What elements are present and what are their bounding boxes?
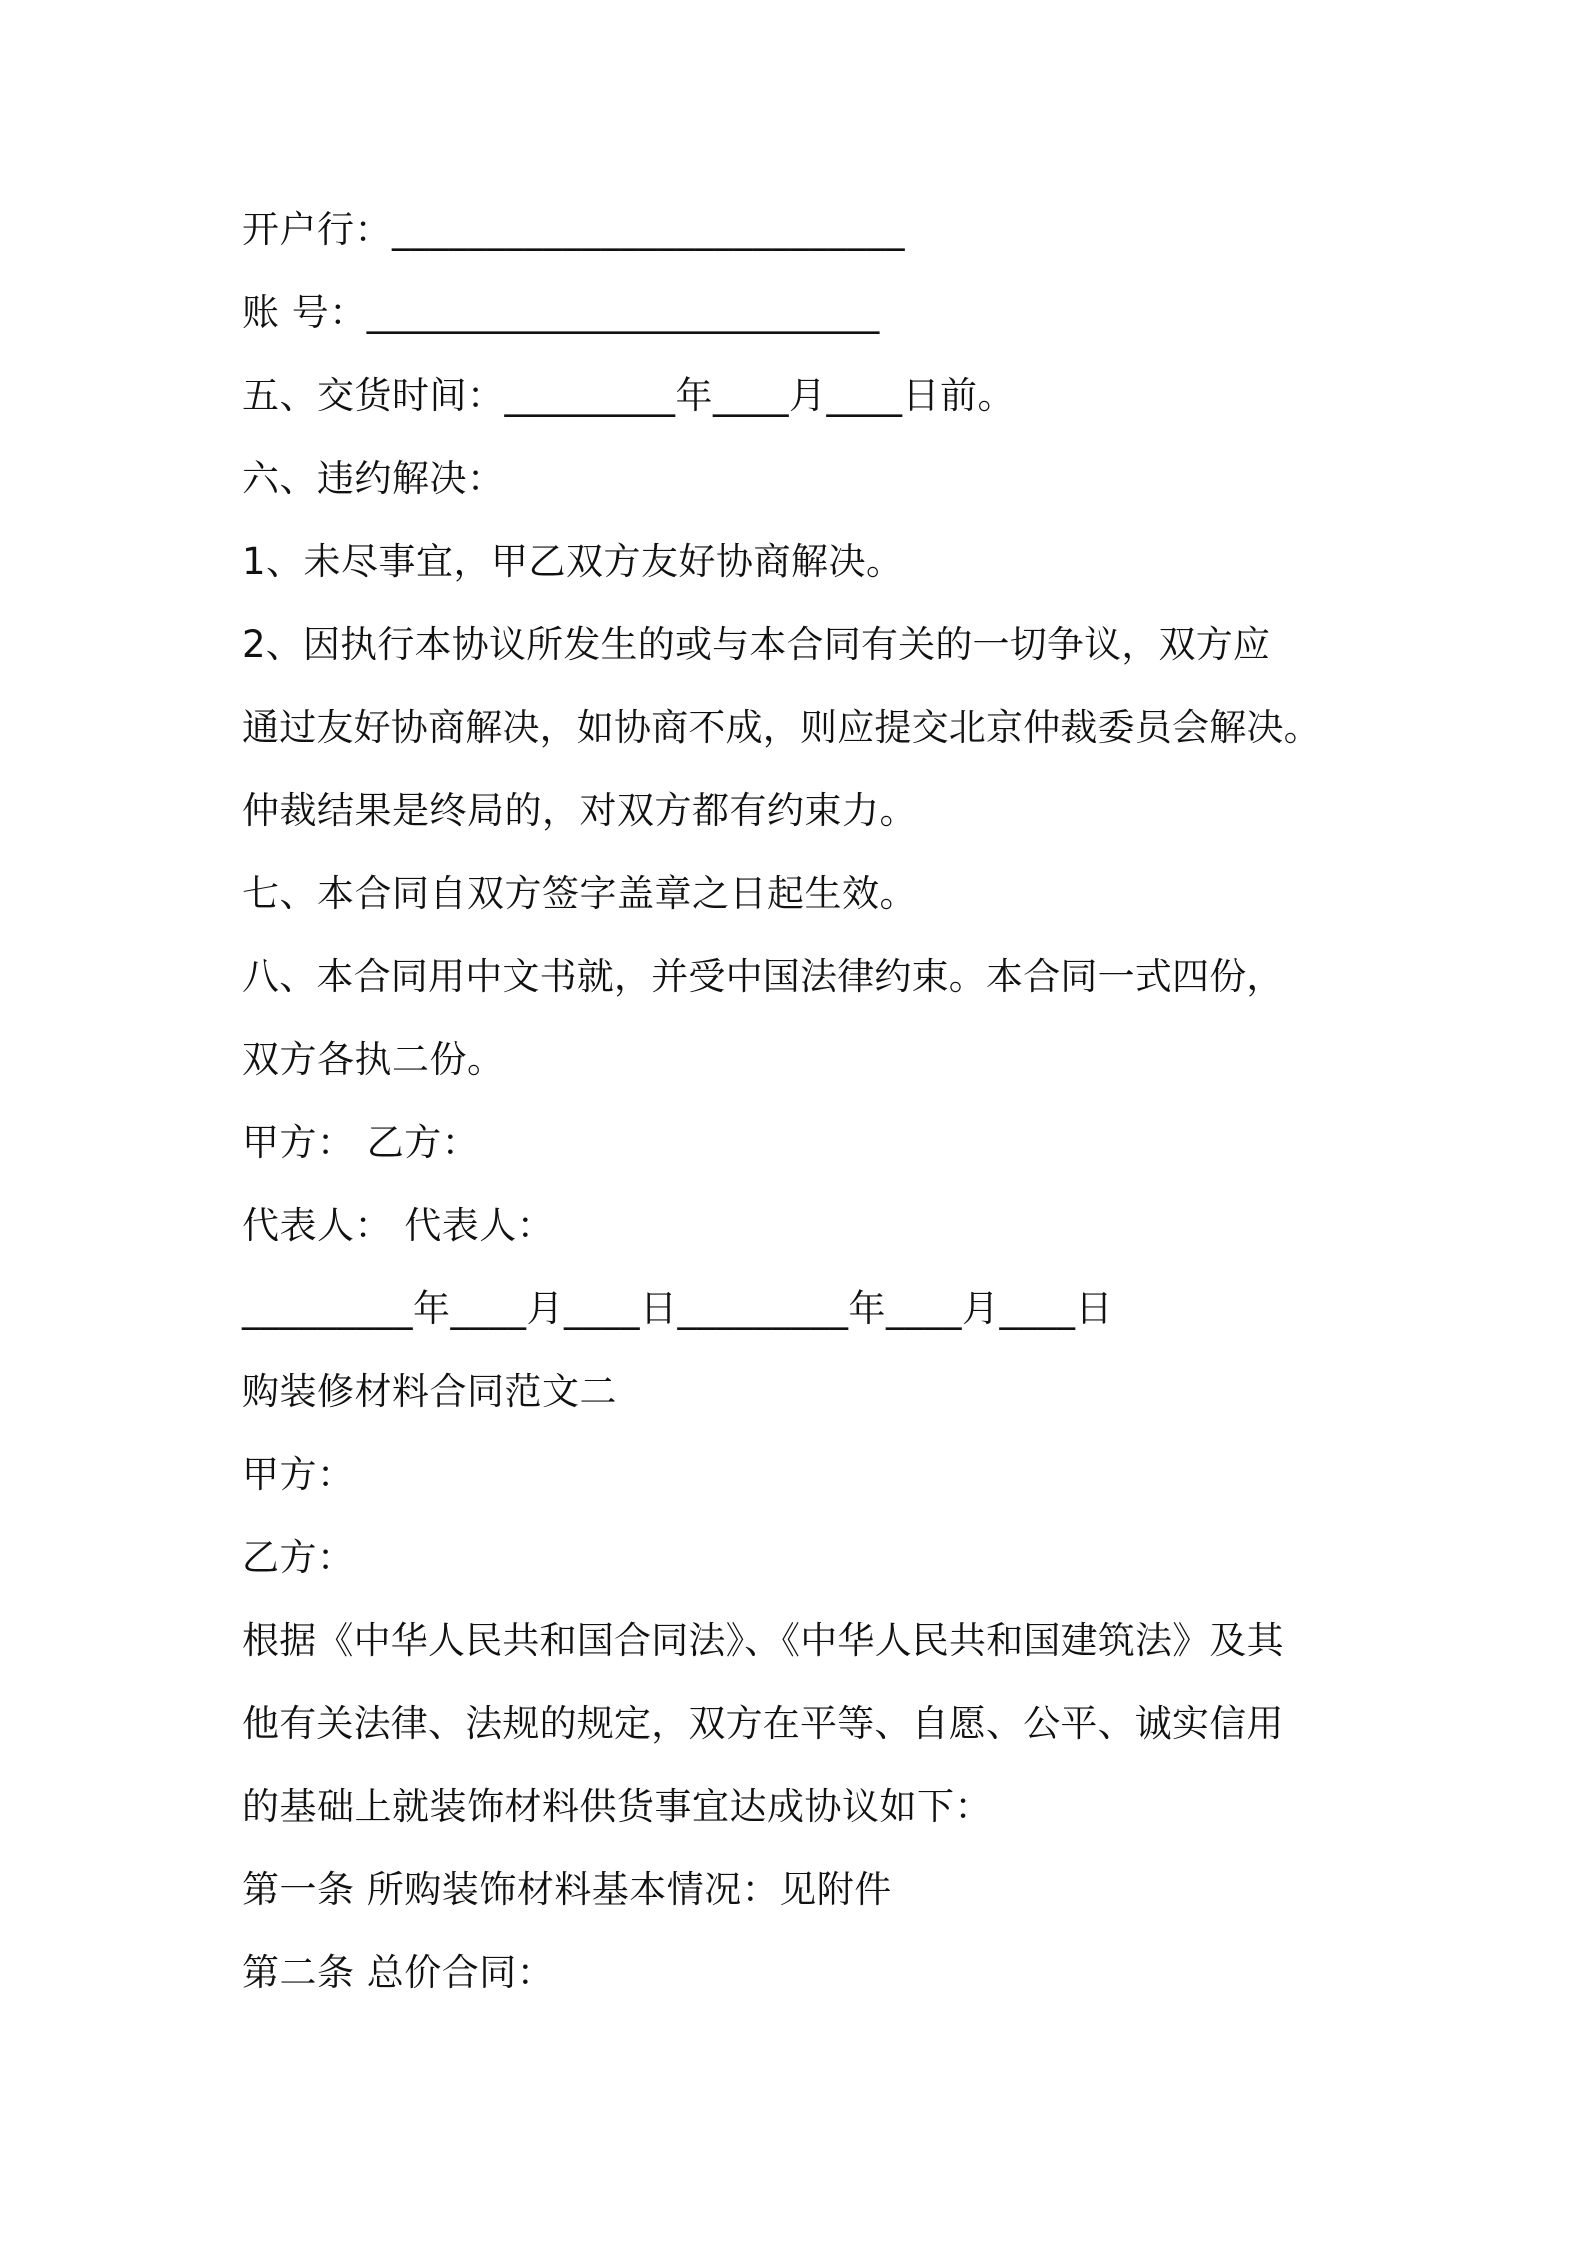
preamble-line-3: 的基础上就装饰材料供货事宜达成协议如下：: [242, 1785, 992, 1828]
section-8-line-2: 双方各执二份。: [242, 1038, 505, 1081]
section-6-item-2-line-1: 2、因执行本协议所发生的或与本合同有关的一切争议，双方应: [242, 623, 1271, 666]
article-2: 第二条 总价合同：: [242, 1951, 555, 1994]
article-1: 第一条 所购装饰材料基本情况：见附件: [242, 1868, 892, 1911]
preamble-line-2: 他有关法律、法规的规定，双方在平等、自愿、公平、诚实信用: [242, 1702, 1284, 1745]
section-6-item-2-line-3: 仲裁结果是终局的，对双方都有约束力。: [242, 789, 917, 832]
section-8-line-1: 八、本合同用中文书就，并受中国法律约束。本合同一式四份，: [242, 955, 1284, 998]
bank-name-field-line: 开户行：___________________________: [242, 208, 905, 251]
account-number-field-line: 账 号：___________________________: [242, 291, 880, 334]
section-5-delivery-time: 五、交货时间：_________年____月____日前。: [242, 374, 1015, 417]
party-signature-labels: 甲方： 乙方：: [242, 1121, 480, 1164]
section-6-item-2-line-2: 通过友好协商解决，如协商不成，则应提交北京仲裁委员会解决。: [242, 706, 1321, 749]
second-contract-title: 购装修材料合同范文二: [242, 1370, 617, 1413]
party-a-label: 甲方：: [242, 1453, 355, 1496]
section-7: 七、本合同自双方签字盖章之日起生效。: [242, 872, 917, 915]
section-6-heading: 六、违约解决：: [242, 457, 505, 500]
signature-dates: _________年____月____日_________年____月____日: [242, 1287, 1113, 1330]
section-6-item-1: 1、未尽事宜，甲乙双方友好协商解决。: [242, 540, 904, 583]
party-b-label: 乙方：: [242, 1536, 355, 1579]
preamble-line-1: 根据《中华人民共和国合同法》、《中华人民共和国建筑法》及其: [242, 1619, 1284, 1662]
representative-labels: 代表人： 代表人：: [242, 1204, 555, 1247]
